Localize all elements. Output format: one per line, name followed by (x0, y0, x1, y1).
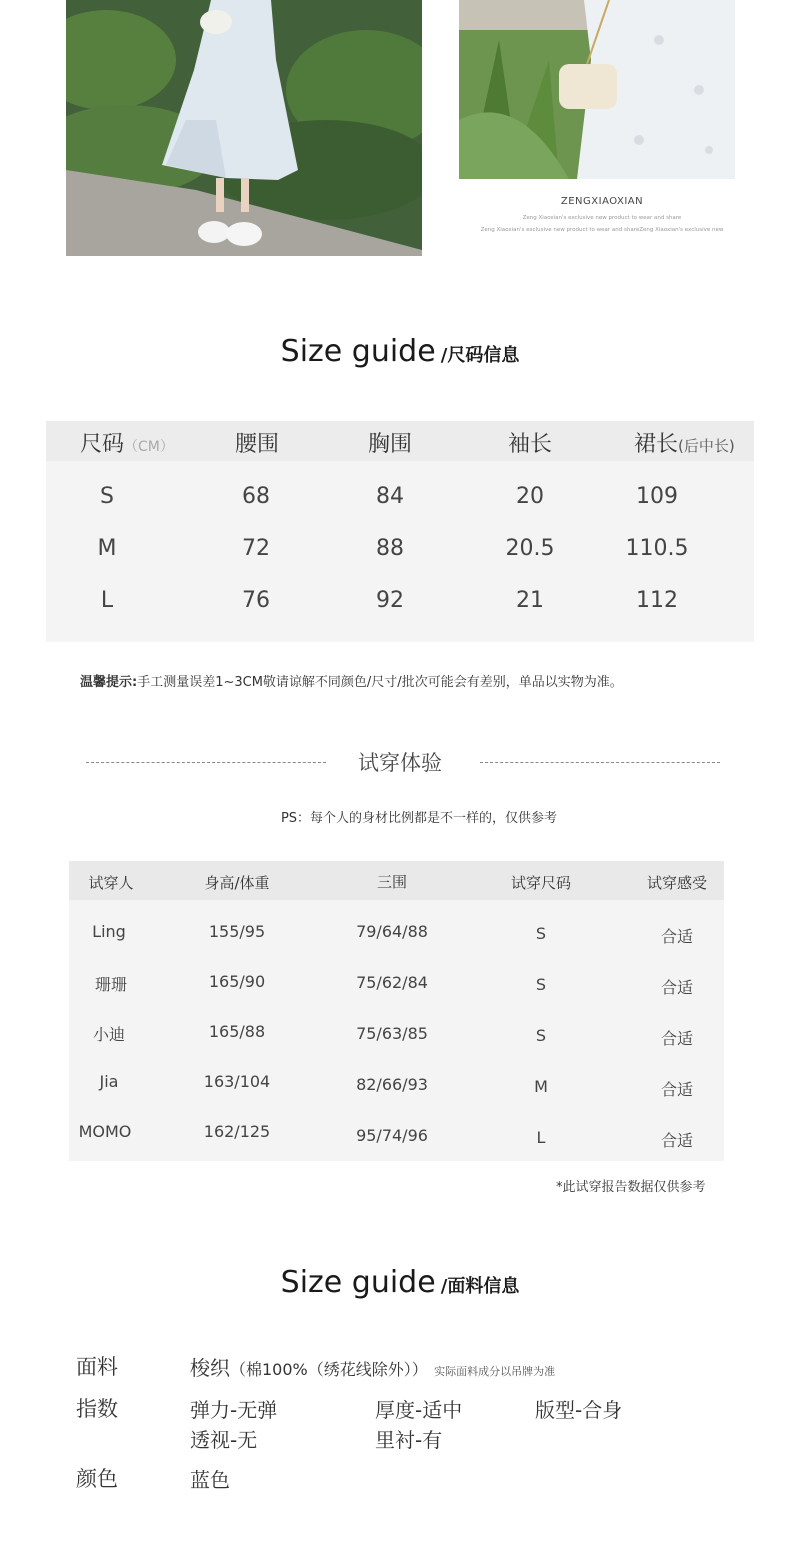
bust-cell: 84 (376, 484, 404, 509)
fabric-value: 梭织 (190, 1356, 230, 1380)
tryon-height-weight: 162/125 (203, 1122, 271, 1141)
product-photo-right (459, 0, 735, 179)
measurement-tip (80, 671, 623, 690)
fit-value: 版型-合身 (535, 1398, 623, 1422)
tryon-person: MOMO (78, 1122, 132, 1141)
bust-cell: 92 (376, 588, 404, 613)
thickness-value: 厚度-适中 (375, 1398, 463, 1422)
length-cell: 109 (636, 484, 678, 509)
tryon-person: 珊珊 (94, 975, 127, 994)
bust-cell: 88 (376, 536, 404, 561)
size-cell: M (97, 536, 117, 561)
tryon-size: L (536, 1128, 546, 1147)
tryon-size: S (535, 975, 547, 994)
fabric-note: 实际面料成分以吊牌为准 (434, 1365, 556, 1378)
color-value: 蓝色 (190, 1468, 230, 1492)
fabric-guide-subtitle: /面料信息 (440, 1276, 520, 1297)
tryon-measurements: 75/63/85 (356, 1024, 428, 1043)
waist-cell: 72 (242, 536, 270, 561)
waist-cell: 68 (242, 484, 270, 509)
size-cell: L (100, 588, 114, 613)
sleeve-cell: 21 (516, 588, 544, 613)
header-person: 试穿人 (88, 874, 134, 892)
header-measurements: 三围 (376, 873, 407, 891)
header-size: 尺码（CM） (80, 432, 174, 457)
header-sleeve: 袖长 (507, 432, 552, 457)
header-height-weight: 身高/体重 (204, 874, 270, 892)
tryon-height-weight: 155/95 (208, 922, 266, 941)
length-cell: 112 (636, 588, 678, 613)
sleeve-cell: 20.5 (505, 536, 555, 561)
header-unit: （CM） (124, 439, 174, 455)
size-guide-subtitle: /尺码信息 (440, 345, 520, 366)
tryon-feel: 合适 (660, 978, 693, 997)
header-tryon-size: 试穿尺码 (510, 874, 571, 892)
header-skirt-length: 裙长(后中长) (634, 432, 735, 457)
tryon-feel: 合适 (660, 927, 693, 946)
tryon-measurements: 75/62/84 (356, 973, 428, 992)
fabric-label: 面料 (76, 1355, 118, 1379)
brand-tagline: Zeng Xiaoxian's exclusive new product to wear and share (522, 215, 682, 221)
tryon-title: 试穿体验 (358, 751, 442, 775)
size-guide-title: Size guide (280, 334, 436, 369)
header-feel: 试穿感受 (646, 874, 707, 892)
product-photo-left (66, 0, 422, 256)
tryon-size: S (535, 924, 547, 943)
lining-value: 里衬-有 (375, 1428, 443, 1452)
tryon-measurements: 82/66/93 (356, 1075, 428, 1094)
tryon-person: Ling (92, 922, 126, 941)
transparency-value: 透视-无 (190, 1428, 258, 1452)
header-bust: 胸围 (367, 432, 412, 457)
tryon-size: S (535, 1026, 547, 1045)
tryon-feel: 合适 (660, 1131, 693, 1150)
tryon-height-weight: 165/90 (208, 972, 266, 991)
elasticity-value: 弹力-无弹 (190, 1398, 278, 1422)
tryon-person: 小迪 (92, 1025, 125, 1044)
brand-name: ZENGXIAOXIAN (560, 196, 644, 207)
tip-text: 手工测量误差1~3CM敬请谅解不同颜色/尺寸/批次可能会有差别，单品以实物为准。 (137, 675, 623, 690)
length-cell: 110.5 (625, 536, 689, 561)
tryon-measurements: 95/74/96 (356, 1126, 428, 1145)
tryon-height-weight: 163/104 (203, 1072, 271, 1091)
waist-cell: 76 (242, 588, 270, 613)
tryon-measurements: 79/64/88 (356, 922, 428, 941)
tryon-feel: 合适 (660, 1080, 693, 1099)
tryon-person: Jia (99, 1072, 119, 1091)
tryon-height-weight: 165/88 (208, 1022, 266, 1041)
tryon-note: *此试穿报告数据仅供参考 (556, 1180, 706, 1195)
fabric-guide-heading (0, 1265, 800, 1300)
size-cell: S (100, 484, 114, 509)
divider-right (480, 762, 720, 763)
size-guide-heading (0, 334, 800, 369)
tip-label: 温馨提示: (80, 675, 138, 690)
tryon-size: M (534, 1077, 548, 1096)
sleeve-cell: 20 (516, 484, 544, 509)
tryon-ps: PS：每个人的身材比例都是不一样的，仅供参考 (280, 811, 558, 826)
index-label: 指数 (76, 1397, 118, 1421)
tryon-feel: 合适 (660, 1029, 693, 1048)
color-label: 颜色 (76, 1467, 118, 1491)
header-waist: 腰围 (234, 432, 279, 457)
fabric-guide-title: Size guide (280, 1265, 436, 1300)
brand-tagline-long: Zeng Xiaoxian's exclusive new product to wear and shareZeng Xiaoxian's exclusive new (480, 227, 724, 233)
fabric-value-line (190, 1352, 555, 1381)
fabric-detail: （棉100%（绣花线除外）） (230, 1360, 428, 1379)
header-skirt-note: (后中长) (678, 437, 735, 455)
tryon-table (69, 861, 724, 1161)
